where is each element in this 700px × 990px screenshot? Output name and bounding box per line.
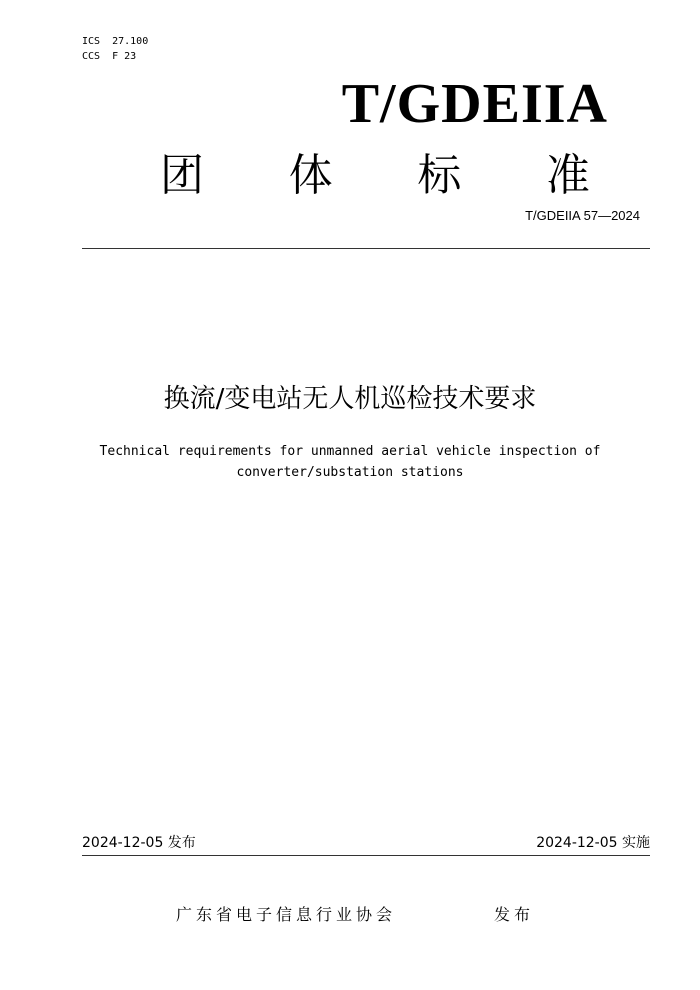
issue-date: 2024-12-05 发布 (82, 835, 196, 851)
bottom-divider (82, 855, 650, 856)
standard-type-char: 标 (417, 150, 462, 201)
title-english-line: Technical requirements for unmanned aerial vehicle inspection of (99, 444, 601, 459)
classification-codes (82, 34, 148, 64)
standard-number: T/GDEIIA 57—2024 (525, 208, 640, 223)
title-english-line: converter/substation stations (236, 465, 464, 480)
implementation-date: 2024-12-05 实施 (536, 835, 650, 851)
standard-type-char: 准 (545, 150, 590, 201)
publisher-organization: 广东省电子信息行业协会 (176, 905, 397, 924)
standard-type-char: 体 (288, 150, 333, 201)
top-divider (82, 248, 650, 249)
publish-label: 发布 (494, 905, 535, 924)
title-english (82, 441, 618, 483)
standard-type-char: 团 (160, 150, 204, 201)
ics-code: ICS 27.100 (82, 36, 149, 47)
standard-type-heading (160, 148, 590, 204)
title-chinese: 换流/变电站无人机巡检技术要求 (163, 384, 537, 414)
ccs-code: CCS F 23 (82, 51, 137, 62)
standard-brand: T/GDEIIA (341, 73, 608, 135)
